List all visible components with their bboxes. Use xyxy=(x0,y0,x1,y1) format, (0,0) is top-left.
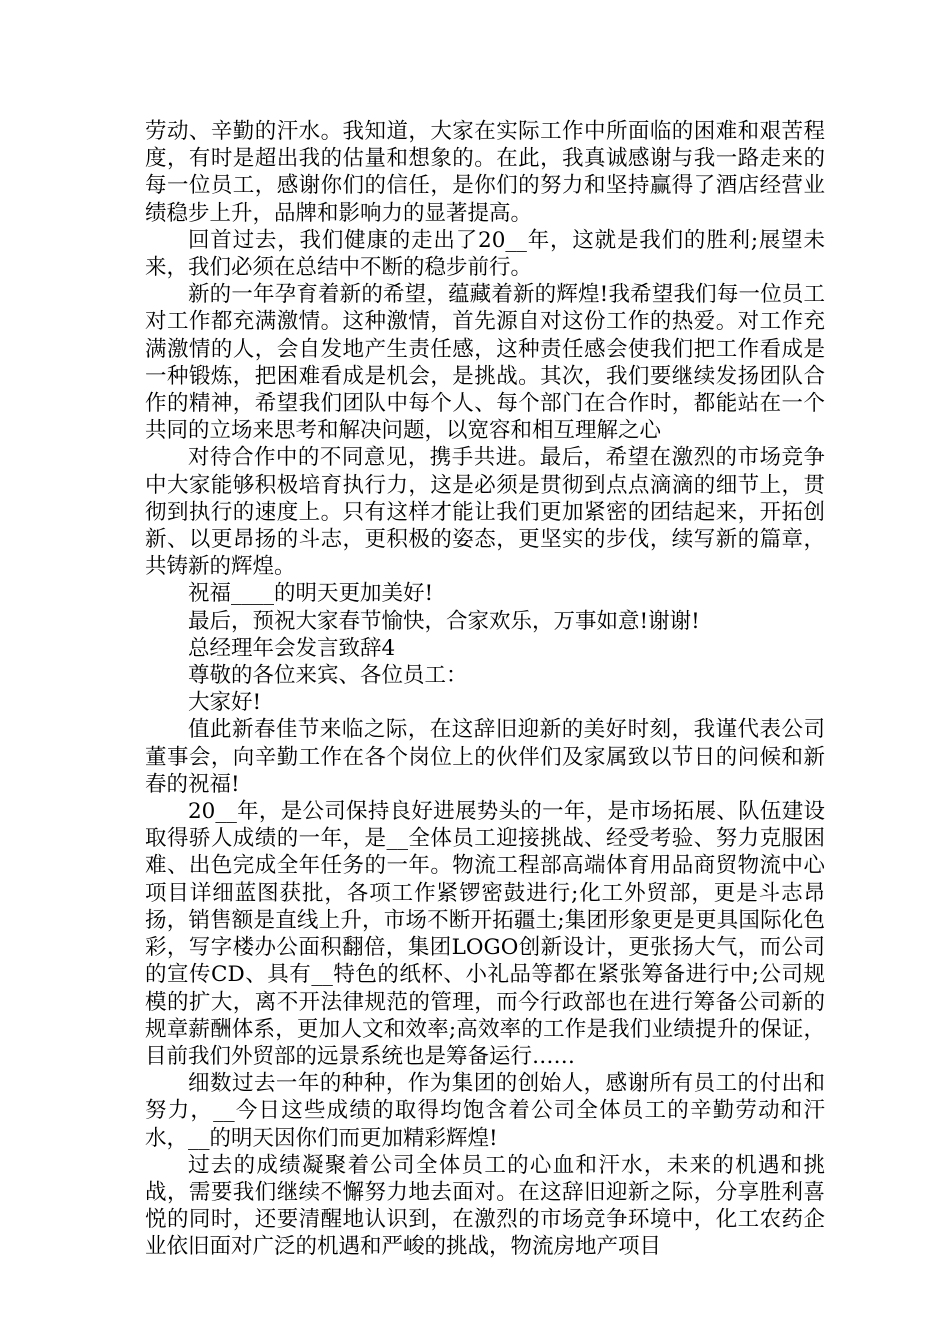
paragraph: 劳动、辛勤的汗水。我知道，大家在实际工作中所面临的困难和艰苦程度，有时是超出我的估量和想象的。在此，我真诚感谢与我一路走来的每一位员工，感谢你们的信任，是你们的努力和坚持赢得了酒店经营业绩稳步上升，品牌和影响力的显著提高。 xyxy=(145,119,825,226)
paragraph: 过去的成绩凝聚着公司全体员工的心血和汗水，未来的机遇和挑战，需要我们继续不懈努力地去面对。在这辞旧迎新之际，分享胜利喜悦的同时，还要清醒地认识到，在激烈的市场竞争环境中，化工农药企业依旧面对广泛的机遇和严峻的挑战，物流房地产项目 xyxy=(145,1152,825,1260)
paragraph: 20__年，是公司保持良好进展势头的一年，是市场拓展、队伍建设取得骄人成绩的一年，是__全体员工迎接挑战、经受考验、努力克服困难、出色完成全年任务的一年。物流工程部高端体育用品商贸物流中心项目详细蓝图获批，各项工作紧锣密鼓进行;化工外贸部，更是斗志昂扬，销售额是直线上升，市场不断开拓疆土;集团形象更是更具国际化色彩，写字楼办公面积翻倍，集团LOGO创新设计，更张扬大气，而公司的宣传CD、具有__特色的纸杯、小礼品等都在紧张筹备进行中;公司规模的扩大，离不开法律规范的管理，而今行政部也在进行筹备公司新的规章薪酬体系，更加人文和效率;高效率的工作是我们业绩提升的保证，目前我们外贸部的远景系统也是筹备运行…… xyxy=(145,799,825,1069)
paragraph: 回首过去，我们健康的走出了20__年，这就是我们的胜利;展望未来，我们必须在总结中不断的稳步前行。 xyxy=(145,227,825,281)
paragraph: 最后，预祝大家春节愉快，合家欢乐，万事如意!谢谢! xyxy=(188,608,700,634)
section-heading: 总经理年会发言致辞4 xyxy=(188,635,396,661)
paragraph: 祝福____的明天更加美好! xyxy=(188,581,434,607)
paragraph: 值此新春佳节来临之际，在这辞旧迎新的美好时刻，我谨代表公司董事会，向辛勤工作在各个岗位上的伙伴们及家属致以节日的问候和新春的祝福! xyxy=(145,717,825,797)
paragraph: 对待合作中的不同意见，携手共进。最后，希望在激烈的市场竞争中大家能够积极培育执行力，这是必须是贯彻到点点滴滴的细节上，贯彻到执行的速度上。只有这样才能让我们更加紧密的团结起来，开拓创新、以更昂扬的斗志，更积极的姿态，更坚实的步伐，续写新的篇章，共铸新的辉煌。 xyxy=(145,445,825,580)
paragraph: 细数过去一年的种种，作为集团的创始人，感谢所有员工的付出和努力，__今日这些成绩的取得均饱含着公司全体员工的辛勤劳动和汗水，__的明天因你们而更加精彩辉煌! xyxy=(145,1071,825,1151)
greeting: 大家好! xyxy=(188,690,262,716)
salutation: 尊敬的各位来宾、各位员工： xyxy=(188,663,468,689)
document-page xyxy=(145,118,825,1261)
paragraph: 新的一年孕育着新的希望，蕴藏着新的辉煌!我希望我们每一位员工对工作都充满激情。这种激情，首先源自对这份工作的热爱。对工作充满激情的人，会自发地产生责任感，这种责任感会使我们把工作看成是一种锻炼，把困难看成是机会，是挑战。其次，我们要继续发扬团队合作的精神，希望我们团队中每个人、每个部门在合作时，都能站在一个共同的立场来思考和解决问题，以宽容和相互理解之心 xyxy=(145,282,825,444)
